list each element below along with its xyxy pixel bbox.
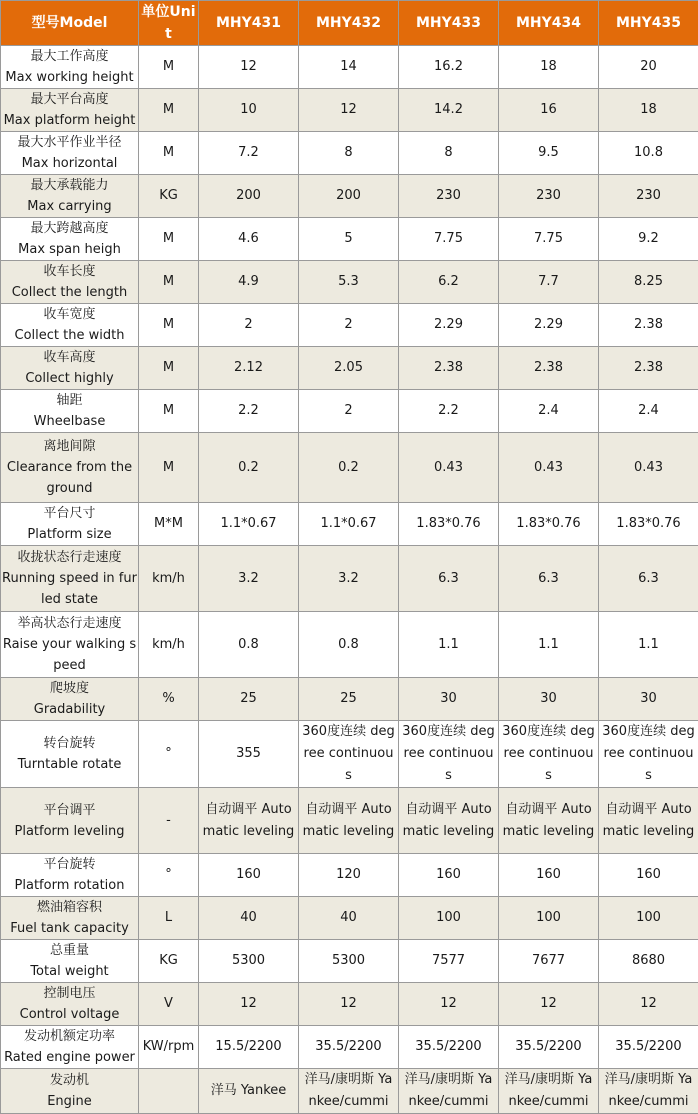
label-cn: 最大跨越高度: [2, 218, 137, 239]
value-cell: 2.38: [499, 347, 599, 390]
header-model-name: MHY434: [499, 1, 599, 46]
value-cell: 2: [299, 304, 399, 347]
value-cell: 35.5/2200: [599, 1026, 698, 1069]
value-cell: 6.2: [399, 261, 499, 304]
value-cell: 自动调平 Automatic leveling: [299, 788, 399, 854]
value-cell: 2.2: [399, 390, 499, 433]
value-cell: 5300: [299, 940, 399, 983]
value-cell: 自动调平 Automatic leveling: [399, 788, 499, 854]
label-cn: 发动机额定功率: [2, 1026, 137, 1047]
row-label: [1, 854, 139, 897]
value-cell: 6.3: [399, 546, 499, 612]
value-cell: 230: [499, 175, 599, 218]
value-cell: 洋马 Yankee: [199, 1069, 299, 1114]
unit-cell: [139, 1069, 199, 1114]
value-cell: 0.43: [599, 433, 698, 503]
label-cn: 平台尺寸: [2, 503, 137, 524]
value-cell: 200: [199, 175, 299, 218]
label-cn: 燃油箱容积: [2, 897, 137, 918]
unit-cell: km/h: [139, 546, 199, 612]
label-cn: 收车长度: [2, 261, 137, 282]
label-en: Max span heigh: [2, 239, 137, 260]
value-cell: 0.2: [199, 433, 299, 503]
row-label: [1, 1026, 139, 1069]
header-model-name: MHY433: [399, 1, 499, 46]
table-row: [1, 347, 698, 390]
value-cell: 洋马/康明斯 Yankee/cummi: [499, 1069, 599, 1114]
value-cell: 2.38: [399, 347, 499, 390]
label-cn: 平台旋转: [2, 854, 137, 875]
value-cell: 12: [299, 89, 399, 132]
value-cell: 360度连续 degree continuous: [399, 721, 499, 788]
value-cell: 12: [399, 983, 499, 1026]
table-row: [1, 897, 698, 940]
row-label: [1, 261, 139, 304]
value-cell: 2.2: [199, 390, 299, 433]
value-cell: 35.5/2200: [399, 1026, 499, 1069]
label-en: Platform rotation: [2, 875, 137, 896]
value-cell: 8: [299, 132, 399, 175]
unit-cell: M: [139, 46, 199, 89]
value-cell: 25: [199, 678, 299, 721]
label-en: Max horizontal: [2, 153, 137, 174]
label-en: Wheelbase: [2, 411, 137, 432]
label-en: Raise your walking speed: [2, 634, 137, 676]
table-row: [1, 390, 698, 433]
value-cell: 自动调平 Automatic leveling: [599, 788, 698, 854]
label-cn: 爬坡度: [2, 678, 137, 699]
row-label: [1, 503, 139, 546]
label-cn: 轴距: [2, 390, 137, 411]
table-row: [1, 218, 698, 261]
label-cn: 控制电压: [2, 983, 137, 1004]
unit-cell: M: [139, 433, 199, 503]
value-cell: 4.6: [199, 218, 299, 261]
value-cell: 6.3: [599, 546, 698, 612]
label-en: Max working height: [2, 67, 137, 88]
label-cn: 平台调平: [2, 800, 137, 821]
label-en: Rated engine power: [2, 1047, 137, 1068]
unit-cell: M: [139, 347, 199, 390]
value-cell: 12: [199, 46, 299, 89]
unit-cell: V: [139, 983, 199, 1026]
unit-cell: M: [139, 304, 199, 347]
row-label: [1, 218, 139, 261]
header-model-name: MHY431: [199, 1, 299, 46]
value-cell: 洋马/康明斯 Yankee/cummi: [299, 1069, 399, 1114]
table-row: [1, 1026, 698, 1069]
value-cell: 12: [299, 983, 399, 1026]
row-label: [1, 46, 139, 89]
value-cell: 30: [399, 678, 499, 721]
value-cell: 30: [499, 678, 599, 721]
label-en: Collect the length: [2, 282, 137, 303]
header-model-name: MHY435: [599, 1, 698, 46]
value-cell: 18: [499, 46, 599, 89]
value-cell: 2.4: [599, 390, 698, 433]
value-cell: 5: [299, 218, 399, 261]
header-model: 型号Model: [1, 1, 139, 46]
row-label: [1, 612, 139, 678]
value-cell: 12: [599, 983, 698, 1026]
value-cell: 7.75: [499, 218, 599, 261]
value-cell: 1.83*0.76: [399, 503, 499, 546]
value-cell: 7.2: [199, 132, 299, 175]
value-cell: 洋马/康明斯 Yankee/cummi: [399, 1069, 499, 1114]
label-en: Collect the width: [2, 325, 137, 346]
table-row: [1, 546, 698, 612]
value-cell: 16.2: [399, 46, 499, 89]
header-row: [1, 1, 698, 46]
value-cell: 360度连续 degree continuous: [299, 721, 399, 788]
value-cell: 14.2: [399, 89, 499, 132]
label-en: Platform size: [2, 524, 137, 545]
value-cell: 2.05: [299, 347, 399, 390]
value-cell: 2.38: [599, 347, 698, 390]
unit-cell: °: [139, 721, 199, 788]
unit-cell: M: [139, 132, 199, 175]
value-cell: 6.3: [499, 546, 599, 612]
table-row: [1, 175, 698, 218]
value-cell: 3.2: [299, 546, 399, 612]
value-cell: 1.1: [599, 612, 698, 678]
label-cn: 最大工作高度: [2, 46, 137, 67]
label-cn: 收车宽度: [2, 304, 137, 325]
value-cell: 1.1: [499, 612, 599, 678]
value-cell: 360度连续 degree continuous: [599, 721, 698, 788]
label-cn: 最大水平作业半径: [2, 132, 137, 153]
value-cell: 30: [599, 678, 698, 721]
label-en: Collect highly: [2, 368, 137, 389]
value-cell: 16: [499, 89, 599, 132]
unit-cell: -: [139, 788, 199, 854]
unit-cell: M*M: [139, 503, 199, 546]
value-cell: 40: [299, 897, 399, 940]
unit-cell: %: [139, 678, 199, 721]
table-row: [1, 132, 698, 175]
value-cell: 自动调平 Automatic leveling: [499, 788, 599, 854]
value-cell: 2.38: [599, 304, 698, 347]
header-model-name: MHY432: [299, 1, 399, 46]
value-cell: 3.2: [199, 546, 299, 612]
unit-cell: M: [139, 390, 199, 433]
value-cell: 35.5/2200: [299, 1026, 399, 1069]
value-cell: 360度连续 degree continuous: [499, 721, 599, 788]
table-row: [1, 788, 698, 854]
value-cell: 120: [299, 854, 399, 897]
row-label: [1, 940, 139, 983]
value-cell: 7.75: [399, 218, 499, 261]
table-row: [1, 612, 698, 678]
value-cell: 355: [199, 721, 299, 788]
unit-cell: M: [139, 261, 199, 304]
value-cell: 7677: [499, 940, 599, 983]
label-cn: 发动机: [2, 1070, 137, 1091]
value-cell: 10.8: [599, 132, 698, 175]
row-label: [1, 897, 139, 940]
value-cell: 12: [199, 983, 299, 1026]
value-cell: 35.5/2200: [499, 1026, 599, 1069]
value-cell: 1.83*0.76: [499, 503, 599, 546]
value-cell: 100: [499, 897, 599, 940]
value-cell: 自动调平 Automatic leveling: [199, 788, 299, 854]
row-label: [1, 347, 139, 390]
label-en: Clearance from the ground: [2, 457, 137, 499]
label-en: Fuel tank capacity: [2, 918, 137, 939]
label-cn: 最大承载能力: [2, 175, 137, 196]
value-cell: 0.8: [199, 612, 299, 678]
table-row: [1, 304, 698, 347]
row-label: [1, 132, 139, 175]
unit-cell: °: [139, 854, 199, 897]
value-cell: 15.5/2200: [199, 1026, 299, 1069]
value-cell: 0.43: [399, 433, 499, 503]
table-row: [1, 261, 698, 304]
row-label: [1, 390, 139, 433]
value-cell: 5300: [199, 940, 299, 983]
value-cell: 2.4: [499, 390, 599, 433]
value-cell: 9.2: [599, 218, 698, 261]
value-cell: 1.1: [399, 612, 499, 678]
table-row: [1, 46, 698, 89]
label-en: Max carrying: [2, 196, 137, 217]
table-row: [1, 940, 698, 983]
label-cn: 总重量: [2, 940, 137, 961]
value-cell: 1.83*0.76: [599, 503, 698, 546]
label-cn: 收车高度: [2, 347, 137, 368]
label-en: Running speed in furled state: [2, 568, 137, 610]
unit-cell: km/h: [139, 612, 199, 678]
value-cell: 14: [299, 46, 399, 89]
row-label: [1, 89, 139, 132]
value-cell: 洋马/康明斯 Yankee/cummi: [599, 1069, 698, 1114]
value-cell: 2: [299, 390, 399, 433]
table-row: [1, 721, 698, 788]
label-cn: 转台旋转: [2, 733, 137, 754]
value-cell: 5.3: [299, 261, 399, 304]
table-row: [1, 854, 698, 897]
table-row: [1, 503, 698, 546]
value-cell: 2.29: [399, 304, 499, 347]
row-label: [1, 175, 139, 218]
value-cell: 100: [599, 897, 698, 940]
value-cell: 2.12: [199, 347, 299, 390]
value-cell: 12: [499, 983, 599, 1026]
value-cell: 10: [199, 89, 299, 132]
label-en: Engine: [2, 1091, 137, 1112]
row-label: [1, 983, 139, 1026]
unit-cell: KW/rpm: [139, 1026, 199, 1069]
value-cell: 4.9: [199, 261, 299, 304]
unit-cell: M: [139, 218, 199, 261]
value-cell: 0.8: [299, 612, 399, 678]
value-cell: 25: [299, 678, 399, 721]
value-cell: 160: [499, 854, 599, 897]
label-cn: 举高状态行走速度: [2, 613, 137, 634]
value-cell: 40: [199, 897, 299, 940]
value-cell: 1.1*0.67: [299, 503, 399, 546]
value-cell: 100: [399, 897, 499, 940]
label-en: Max platform height: [2, 110, 137, 131]
header-unit: 单位Unit: [139, 1, 199, 46]
label-cn: 最大平台高度: [2, 89, 137, 110]
value-cell: 2.29: [499, 304, 599, 347]
label-cn: 离地间隙: [2, 436, 137, 457]
label-en: Platform leveling: [2, 821, 137, 842]
value-cell: 1.1*0.67: [199, 503, 299, 546]
value-cell: 9.5: [499, 132, 599, 175]
label-en: Total weight: [2, 961, 137, 982]
value-cell: 160: [599, 854, 698, 897]
value-cell: 230: [399, 175, 499, 218]
value-cell: 230: [599, 175, 698, 218]
value-cell: 8: [399, 132, 499, 175]
row-label: [1, 546, 139, 612]
row-label: [1, 678, 139, 721]
value-cell: 8680: [599, 940, 698, 983]
unit-cell: KG: [139, 940, 199, 983]
label-en: Control voltage: [2, 1004, 137, 1025]
row-label: [1, 788, 139, 854]
value-cell: 18: [599, 89, 698, 132]
value-cell: 2: [199, 304, 299, 347]
label-en: Gradability: [2, 699, 137, 720]
value-cell: 160: [199, 854, 299, 897]
unit-cell: M: [139, 89, 199, 132]
value-cell: 0.43: [499, 433, 599, 503]
label-en: Turntable rotate: [2, 754, 137, 775]
row-label: [1, 304, 139, 347]
value-cell: 20: [599, 46, 698, 89]
value-cell: 160: [399, 854, 499, 897]
table-row: [1, 983, 698, 1026]
table-row: [1, 89, 698, 132]
row-label: [1, 721, 139, 788]
value-cell: 0.2: [299, 433, 399, 503]
unit-cell: L: [139, 897, 199, 940]
table-row: [1, 1069, 698, 1114]
table-row: [1, 433, 698, 503]
value-cell: 8.25: [599, 261, 698, 304]
value-cell: 200: [299, 175, 399, 218]
unit-cell: KG: [139, 175, 199, 218]
label-cn: 收拢状态行走速度: [2, 547, 137, 568]
row-label: [1, 1069, 139, 1114]
value-cell: 7.7: [499, 261, 599, 304]
table-row: [1, 678, 698, 721]
row-label: [1, 433, 139, 503]
value-cell: 7577: [399, 940, 499, 983]
